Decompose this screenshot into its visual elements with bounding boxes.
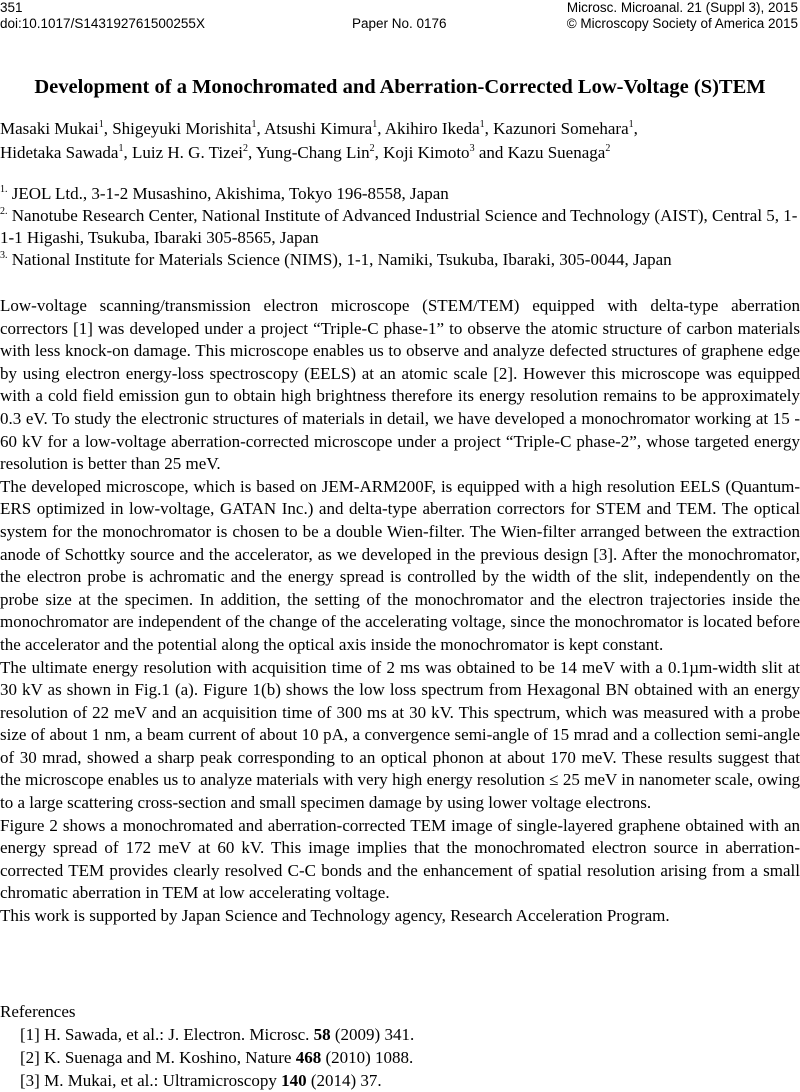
author-name: Hidetaka Sawada xyxy=(0,143,119,162)
author-separator: , xyxy=(103,119,113,138)
author-list xyxy=(0,117,800,165)
author-name: Kazu Suenaga xyxy=(507,143,606,162)
author-affiliation-mark: 3 xyxy=(469,143,475,154)
affiliation-list xyxy=(0,183,800,271)
affiliation-item xyxy=(0,249,800,271)
copyright: © Microscopy Society of America 2015 xyxy=(566,16,798,31)
affiliation-item xyxy=(0,205,800,249)
author-affiliation-mark: 1 xyxy=(118,143,124,154)
author-name: Kazunori Somehara xyxy=(493,119,629,138)
reference-item: [2] K. Suenaga and M. Koshino, Nature 468 (2010) 1088. xyxy=(20,1048,414,1067)
author-separator: , xyxy=(374,143,384,162)
doi: doi:10.1017/S143192761500255X xyxy=(0,16,205,31)
journal-citation: Microsc. Microanal. 21 (Suppl 3), 2015 xyxy=(566,0,798,15)
affiliation-text: Nanotube Research Center, National Institute of Advanced Industrial Science and Technology (AIST), Central 5, 1-1-1 Higashi, Tsukuba, Ibaraki 305-8565, Japan xyxy=(0,206,798,247)
affiliation-item xyxy=(0,183,800,205)
author-name: Akihiro Ikeda xyxy=(384,119,480,138)
body-paragraph: Figure 2 shows a monochromated and aberration-corrected TEM image of single-layered graphene obtained with an energy spread of 172 meV at 60 kV. This image implies that the monochromated electron source in aberration-corrected TEM provides clearly resolved C-C bonds and the enhancement of spatial resolution arising from a small chromatic aberration in TEM at low accelerating voltage. xyxy=(0,815,800,903)
references xyxy=(0,1000,800,1092)
affiliation-number: 3. xyxy=(0,250,8,261)
affiliation-number: 1. xyxy=(0,184,8,195)
author-affiliation-mark: 1 xyxy=(628,119,634,130)
author-affiliation-mark: 2 xyxy=(369,143,375,154)
author-separator: , xyxy=(256,119,265,138)
acknowledgement: This work is supported by Japan Science and Technology agency, Research Acceleration Program. xyxy=(0,906,670,926)
author-affiliation-mark: 1 xyxy=(479,119,485,130)
reference-item: [3] M. Mukai, et al.: Ultramicroscopy 140 (2014) 37. xyxy=(20,1071,382,1090)
author-name: Shigeyuki Morishita xyxy=(112,119,252,138)
body-paragraph: The ultimate energy resolution with acquisition time of 2 ms was obtained to be 14 meV with a 0.1µm-width slit at 30 kV as shown in Fig.1 (a). Figure 1(b) shows the low loss spectrum from Hexagonal BN obtained with an energy resolution of 22 meV and an acquisition time of 300 ms at 30 kV. This spectrum, which was measured with a probe size of about 1 nm, a beam current of about 10 pA, a convergence semi-angle of 15 mrad and a collection semi-angle of 30 mrad, showed a sharp peak corresponding to an optical phonon at about 170 meV. These results suggest that the microscope enables us to analyze materials with very high energy resolution ≤ 25 meV in nanometer scale, owing to a large scattering cross-section and small specimen damage by using lower voltage electrons. xyxy=(0,657,800,813)
paper-title: Development of a Monochromated and Aberration-Corrected Low-Voltage (S)TEM xyxy=(34,76,766,98)
author-separator: and xyxy=(474,143,508,162)
affiliation-text: JEOL Ltd., 3-1-2 Musashino, Akishima, Tokyo 196-8558, Japan xyxy=(11,184,449,203)
author-separator: , xyxy=(377,119,385,138)
author-affiliation-mark: 1 xyxy=(251,119,257,130)
body-paragraph: The developed microscope, which is based on JEM-ARM200F, is equipped with a high resolution EELS (Quantum-ERS optimized in low-voltage, GATAN Inc.) and delta-type aberration correctors for STEM and TEM. The optical system for the monochromator is chosen to be a double Wien-filter. The Wien-filter arranged between the extraction anode of Schottky source and the accelerator, as we developed in the previous design [3]. After the monochromator, the electron probe is achromatic and the energy spread is controlled by the width of the slit, independently on the probe size at the specimen. In addition, the setting of the monochromator and the electron trajectories inside the monochromator are independent of the change of the accelerating voltage, since the monochromator is located before the accelerator and the potential along the optical axis inside the monochromator is kept constant. xyxy=(0,476,800,654)
author-name: Yung-Chang Lin xyxy=(255,143,370,162)
author-separator: , xyxy=(633,119,638,138)
abstract-body xyxy=(0,295,800,928)
author-affiliation-mark: 2 xyxy=(242,143,248,154)
author-separator: , xyxy=(123,143,132,162)
page-number: 351 xyxy=(0,0,23,15)
affiliation-number: 2. xyxy=(0,206,8,217)
author-affiliation-mark: 1 xyxy=(98,119,104,130)
author-separator: , xyxy=(247,143,256,162)
author-name: Koji Kimoto xyxy=(383,143,470,162)
author-separator: , xyxy=(484,119,494,138)
paper-number: Paper No. 0176 xyxy=(352,16,447,31)
references-heading: References xyxy=(0,1002,76,1021)
author-name: Masaki Mukai xyxy=(0,119,99,138)
author-line xyxy=(0,117,800,141)
affiliation-text: National Institute for Materials Science (NIMS), 1-1, Namiki, Tsukuba, Ibaraki, 305-0044, Japan xyxy=(11,250,672,269)
reference-item: [1] H. Sawada, et al.: J. Electron. Microsc. 58 (2009) 341. xyxy=(20,1025,415,1044)
body-paragraph: Low-voltage scanning/transmission electron microscope (STEM/TEM) equipped with delta-type aberration correctors [1] was developed under a project “Triple-C phase-1” to observe the atomic structure of carbon materials with less knock-on damage. This microscope enables us to observe and analyze defected structures of graphene edge by using electron energy-loss spectroscopy (EELS) at an atomic scale [2]. However this microscope was equipped with a cold field emission gun to obtain high brightness therefore its energy resolution remains to be approximately 0.3 eV. To study the electronic structures of materials in detail, we have developed a monochromator working at 15 - 60 kV for a low-voltage aberration-corrected microscope under a project “Triple-C phase-2”, whose targeted energy resolution is better than 25 meV. xyxy=(0,296,800,474)
author-name: Atsushi Kimura xyxy=(264,119,373,138)
author-name: Luiz H. G. Tizei xyxy=(131,143,243,162)
author-line xyxy=(0,141,800,165)
author-affiliation-mark: 1 xyxy=(372,119,378,130)
author-affiliation-mark: 2 xyxy=(605,143,611,154)
